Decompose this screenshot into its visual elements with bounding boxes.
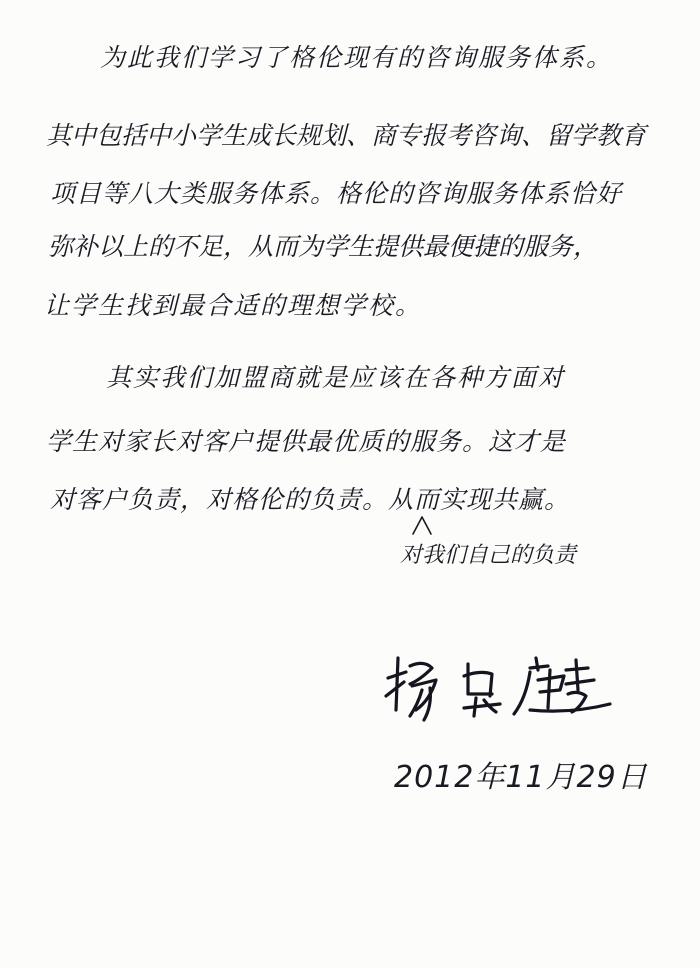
- letter-line-4: 弥补以上的不足，从而为学生提供最便捷的服务，: [48, 232, 599, 261]
- letter-line-1: 为此我们学习了格伦现有的咨询服务体系。: [100, 43, 614, 72]
- letter-line-8: 对客户负责，对格伦的负责。从而实现共赢。: [50, 485, 571, 514]
- letter-line-7: 学生对家长对客户提供最优质的服务。这才是: [46, 427, 567, 456]
- letter-line-3: 项目等八大类服务体系。格伦的咨询服务体系恰好: [50, 179, 623, 208]
- letter-date: 2012年11月29日: [394, 760, 648, 795]
- handwritten-signature: [380, 650, 620, 730]
- insertion-caret-mark: [410, 514, 434, 536]
- insertion-text: 对我们自己的负责: [400, 543, 577, 568]
- letter-line-6: 其实我们加盟商就是应该在各种方面对: [106, 363, 566, 392]
- letter-line-2: 其中包括中小学生成长规划、商专报考咨询、留学教育: [46, 121, 647, 150]
- letter-line-5: 让学生找到最合适的理想学校。: [44, 291, 423, 320]
